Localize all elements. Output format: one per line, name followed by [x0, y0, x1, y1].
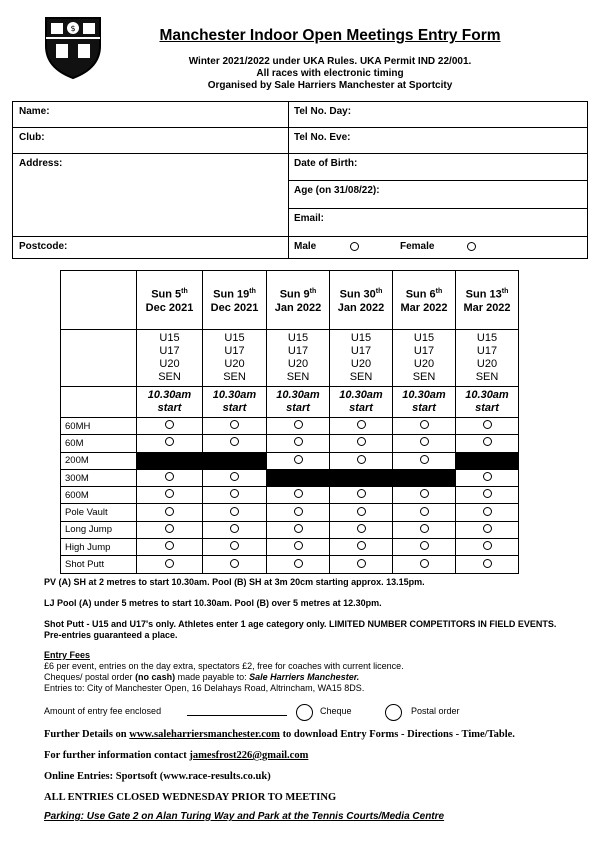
entry-cell: [393, 452, 456, 469]
entry-radio[interactable]: [357, 559, 366, 568]
event-row: [61, 452, 519, 469]
organiser-line: Organised by Sale Harriers Manchester at Sportcity: [207, 80, 453, 91]
entry-radio[interactable]: [230, 420, 239, 429]
start-time-2: 10.30am start: [267, 387, 330, 418]
events-table: [60, 270, 519, 574]
entry-radio[interactable]: [420, 420, 429, 429]
entry-cell: [393, 539, 456, 556]
entry-radio[interactable]: [420, 541, 429, 550]
fees-line2: Cheques/ postal order (no cash) made payable to: Sale Harriers Manchester.: [44, 672, 360, 682]
lj-note: LJ Pool (A) under 5 metres to start 10.30am. Pool (B) over 5 metres at 12.30pm.: [44, 598, 382, 608]
entry-cell: [330, 556, 393, 573]
entry-radio[interactable]: [230, 489, 239, 498]
postal-order-radio[interactable]: [385, 704, 402, 721]
age-field[interactable]: Age (on 31/08/22):: [294, 185, 380, 196]
entry-cell: [330, 504, 393, 521]
entry-radio[interactable]: [294, 541, 303, 550]
entry-cell: [267, 487, 330, 504]
female-option[interactable]: [400, 241, 434, 252]
cheque-label: Cheque: [320, 706, 352, 716]
entry-radio[interactable]: [420, 455, 429, 464]
date-header-1: Sun 19th Dec 2021: [203, 271, 267, 330]
entry-cell: [330, 539, 393, 556]
entry-radio[interactable]: [420, 489, 429, 498]
svg-text:$: $: [70, 24, 76, 33]
entry-cell: [456, 469, 519, 486]
date-header-3: Sun 30th Jan 2022: [330, 271, 393, 330]
entry-cell: [137, 487, 203, 504]
entry-cell: [203, 435, 267, 452]
entry-radio[interactable]: [294, 559, 303, 568]
event-row: [61, 487, 519, 504]
entry-cell: [267, 418, 330, 435]
entry-cell: [456, 521, 519, 538]
unavailable-cell: [203, 452, 267, 469]
unavailable-cell: [330, 469, 393, 486]
entry-radio[interactable]: [230, 541, 239, 550]
entry-radio[interactable]: [165, 524, 174, 533]
entry-cell: [456, 556, 519, 573]
entry-cell: [393, 521, 456, 538]
age-categories-0: U15 U17 U20 SEN: [137, 330, 203, 387]
dob-field[interactable]: Date of Birth:: [294, 158, 358, 169]
event-name: Shot Putt: [61, 556, 137, 573]
unavailable-cell: [137, 452, 203, 469]
permit-line: Winter 2021/2022 under UKA Rules. UKA Permit IND 22/001.: [188, 56, 472, 67]
entry-cell: [456, 487, 519, 504]
female-label: Female: [400, 241, 435, 252]
email-link[interactable]: jamesfrost226@gmail.com: [189, 750, 309, 761]
shot-note: Shot Putt - U15 and U17's only. Athletes enter 1 age category only. LIMITED NUMBER COMPETITORS IN FIELD EVENTS. Pre-entries guaranteed a place.: [44, 619, 557, 640]
email-field[interactable]: Email:: [294, 213, 325, 224]
entry-radio[interactable]: [357, 437, 366, 446]
age-categories-5: U15 U17 U20 SEN: [456, 330, 519, 387]
fees-line1: £6 per event, entries on the day extra, spectators £2, free for coaches with current licence.: [44, 661, 404, 671]
age-categories-1: U15 U17 U20 SEN: [203, 330, 267, 387]
event-row: [61, 435, 519, 452]
event-row: [61, 504, 519, 521]
entry-radio[interactable]: [294, 455, 303, 464]
male-radio[interactable]: [350, 242, 359, 251]
entry-radio[interactable]: [294, 524, 303, 533]
start-time-1: 10.30am start: [203, 387, 267, 418]
age-categories-2: U15 U17 U20 SEN: [267, 330, 330, 387]
entry-radio[interactable]: [420, 437, 429, 446]
fees-heading: Entry Fees: [44, 650, 91, 660]
entry-cell: [393, 504, 456, 521]
entry-radio[interactable]: [230, 472, 239, 481]
entry-radio[interactable]: [483, 559, 492, 568]
event-name: 200M: [61, 452, 137, 469]
event-name: 300M: [61, 469, 137, 486]
address-field[interactable]: Address:: [19, 158, 63, 169]
postcode-field[interactable]: Postcode:: [19, 241, 68, 252]
entry-radio[interactable]: [230, 437, 239, 446]
entry-cell: [267, 435, 330, 452]
date-header-0: Sun 5th Dec 2021: [137, 271, 203, 330]
entry-cell: [203, 487, 267, 504]
entry-radio[interactable]: [357, 524, 366, 533]
age-categories-4: U15 U17 U20 SEN: [393, 330, 456, 387]
event-name: Long Jump: [61, 521, 137, 538]
date-header-row: [61, 271, 519, 330]
male-label: Male: [294, 241, 317, 252]
entry-cell: [456, 418, 519, 435]
unavailable-cell: [456, 452, 519, 469]
start-time-3: 10.30am start: [330, 387, 393, 418]
entry-cell: [267, 539, 330, 556]
start-time-4: 10.30am start: [393, 387, 456, 418]
date-header-2: Sun 9th Jan 2022: [267, 271, 330, 330]
online-entries: Online Entries: Sportsoft (www.race-results.co.uk): [44, 771, 271, 782]
entry-cell: [330, 435, 393, 452]
age-row: [61, 330, 519, 387]
entry-radio[interactable]: [483, 472, 492, 481]
blank-header: [61, 271, 137, 330]
entry-radio[interactable]: [294, 420, 303, 429]
parking-note: Parking: Use Gate 2 on Alan Turing Way and Park at the Tennis Courts/Media Centre: [44, 811, 445, 822]
contact-line: For further information contact jamesfrost226@gmail.com: [44, 750, 309, 761]
timing-line: All races with electronic timing: [256, 68, 404, 79]
entry-cell: [137, 556, 203, 573]
event-name: 600M: [61, 487, 137, 504]
event-row: [61, 521, 519, 538]
start-time-0: 10.30am start: [137, 387, 203, 418]
male-option[interactable]: [294, 241, 316, 252]
entry-radio[interactable]: [230, 524, 239, 533]
entry-radio[interactable]: [165, 559, 174, 568]
entry-radio[interactable]: [294, 437, 303, 446]
entry-cell: [456, 504, 519, 521]
entry-radio[interactable]: [420, 559, 429, 568]
entry-cell: [137, 504, 203, 521]
tel-day-field[interactable]: Tel No. Day:: [294, 106, 352, 117]
pv-note: PV (A) SH at 2 metres to start 10.30am. Pool (B) SH at 3m 20cm starting approx. 13.15pm.: [44, 577, 425, 587]
entry-cell: [267, 452, 330, 469]
event-row: [61, 556, 519, 573]
entry-cell: [456, 435, 519, 452]
entry-cell: [203, 504, 267, 521]
entry-cell: [330, 487, 393, 504]
entry-cell: [267, 556, 330, 573]
entry-cell: [137, 435, 203, 452]
entry-radio[interactable]: [357, 541, 366, 550]
entry-radio[interactable]: [483, 420, 492, 429]
event-row: [61, 539, 519, 556]
entries-closed: ALL ENTRIES CLOSED WEDNESDAY PRIOR TO MEETING: [44, 792, 337, 803]
entry-cell: [203, 469, 267, 486]
event-name: Pole Vault: [61, 504, 137, 521]
postal-order-label: Postal order: [411, 706, 460, 716]
event-name: 60M: [61, 435, 137, 452]
unavailable-cell: [267, 469, 330, 486]
entry-radio[interactable]: [230, 559, 239, 568]
entry-cell: [203, 539, 267, 556]
amount-line[interactable]: [187, 715, 287, 716]
fees-line3: Entries to: City of Manchester Open, 16 Delahays Road, Altrincham, WA15 8DS.: [44, 683, 365, 693]
entry-cell: [203, 556, 267, 573]
entry-cell: [393, 435, 456, 452]
entry-radio[interactable]: [165, 472, 174, 481]
event-name: High Jump: [61, 539, 137, 556]
further-details: Further Details on www.saleharriersmanchester.com to download Entry Forms - Directions - Time/Table.: [44, 729, 515, 740]
entry-cell: [393, 418, 456, 435]
entry-cell: [137, 521, 203, 538]
entry-cell: [393, 556, 456, 573]
entry-radio[interactable]: [230, 507, 239, 516]
entry-cell: [267, 521, 330, 538]
start-row: [61, 387, 519, 418]
entry-cell: [137, 418, 203, 435]
entry-radio[interactable]: [294, 507, 303, 516]
entry-cell: [330, 452, 393, 469]
entry-radio[interactable]: [165, 437, 174, 446]
amount-label: Amount of entry fee enclosed: [44, 706, 162, 716]
event-row: [61, 469, 519, 486]
entry-radio[interactable]: [165, 507, 174, 516]
entry-radio[interactable]: [483, 524, 492, 533]
date-header-5: Sun 13th Mar 2022: [456, 271, 519, 330]
tel-eve-field[interactable]: Tel No. Eve:: [294, 132, 351, 143]
entry-radio[interactable]: [483, 507, 492, 516]
entry-radio[interactable]: [357, 455, 366, 464]
club-field[interactable]: Club:: [19, 132, 45, 143]
entry-cell: [330, 418, 393, 435]
age-categories-3: U15 U17 U20 SEN: [330, 330, 393, 387]
unavailable-cell: [393, 469, 456, 486]
entry-cell: [393, 487, 456, 504]
entry-radio[interactable]: [165, 489, 174, 498]
entry-cell: [203, 521, 267, 538]
entry-radio[interactable]: [165, 541, 174, 550]
entry-radio[interactable]: [357, 507, 366, 516]
personal-details-box: [12, 101, 588, 259]
form-title: Manchester Indoor Open Meetings Entry Form: [159, 27, 501, 44]
start-time-5: 10.30am start: [456, 387, 519, 418]
entry-cell: [137, 539, 203, 556]
event-name: 60MH: [61, 418, 137, 435]
entry-radio[interactable]: [357, 489, 366, 498]
entry-radio[interactable]: [420, 507, 429, 516]
entry-radio[interactable]: [420, 524, 429, 533]
website-link[interactable]: www.saleharriersmanchester.com: [129, 729, 280, 740]
entry-cell: [137, 469, 203, 486]
entry-radio[interactable]: [483, 489, 492, 498]
entry-cell: [267, 504, 330, 521]
event-row: [61, 418, 519, 435]
entry-radio[interactable]: [483, 541, 492, 550]
entry-cell: [456, 539, 519, 556]
entry-radio[interactable]: [165, 420, 174, 429]
entry-radio[interactable]: [483, 437, 492, 446]
female-radio[interactable]: [467, 242, 476, 251]
entry-radio[interactable]: [294, 489, 303, 498]
date-header-4: Sun 6th Mar 2022: [393, 271, 456, 330]
entry-cell: [330, 521, 393, 538]
name-field[interactable]: Name:: [19, 106, 50, 117]
entry-radio[interactable]: [357, 420, 366, 429]
club-crest-logo: [44, 16, 102, 80]
cheque-radio[interactable]: [296, 704, 313, 721]
entry-cell: [203, 418, 267, 435]
